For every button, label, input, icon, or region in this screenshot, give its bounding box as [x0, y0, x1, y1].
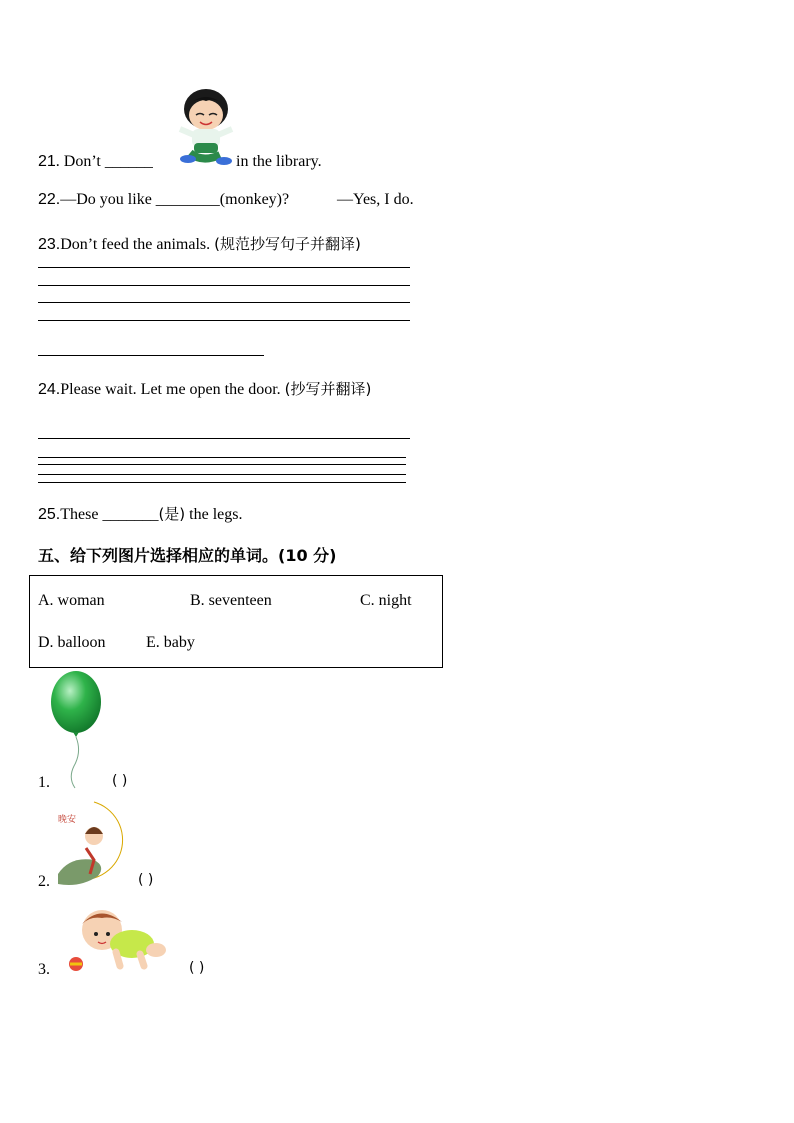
- q24-line: [38, 378, 371, 399]
- section5-title: 五、给下列图片选择相应的单词。(10 分): [38, 546, 337, 565]
- item-1-answer[interactable]: ( ): [112, 773, 128, 789]
- q23-number: 23.: [38, 236, 61, 253]
- baby-crawling-image: [60, 902, 172, 974]
- q23-writing-line-5[interactable]: [38, 355, 264, 356]
- balloon-image: [48, 670, 106, 790]
- q23-writing-line-2[interactable]: [38, 285, 410, 286]
- item-2-number: 2.: [38, 873, 50, 890]
- q23-instruction: (规范抄写句子并翻译): [214, 235, 361, 253]
- word-options-box: [29, 575, 443, 668]
- q23-writing-line-4[interactable]: [38, 320, 410, 321]
- q23-line: [38, 233, 361, 254]
- q25-number: 25.: [38, 506, 61, 523]
- q25-line: [38, 503, 243, 524]
- q25-blank[interactable]: _______: [102, 506, 159, 523]
- q22-hint: (monkey)?: [219, 191, 290, 208]
- q24-instruction: (抄写并翻译): [284, 380, 372, 398]
- q24-number: 24.: [38, 381, 61, 398]
- q22-blank[interactable]: ________: [155, 191, 220, 208]
- q22-number: 22.: [38, 191, 61, 208]
- item-1-number: 1.: [38, 774, 50, 791]
- q24-writing-line-3[interactable]: [38, 464, 406, 465]
- q24-writing-line-4[interactable]: [38, 474, 406, 475]
- q25-text: These: [60, 506, 103, 523]
- q23-writing-line-1[interactable]: [38, 267, 410, 268]
- q24-writing-line-1[interactable]: [38, 438, 410, 439]
- q24-writing-line-2[interactable]: [38, 457, 406, 458]
- moon-night-image: [50, 800, 132, 890]
- q23-text: Don’t feed the animals.: [60, 236, 215, 253]
- q22-line: [38, 191, 289, 209]
- q21-line: [38, 153, 153, 171]
- boy-jumping-image: [172, 85, 238, 171]
- q22-text: —Do you like: [60, 191, 156, 208]
- q21-text-before: . Don’t: [55, 153, 105, 170]
- q25-text-after: the legs.: [185, 506, 243, 523]
- q25-hint: (是): [158, 505, 186, 523]
- q24-text: Please wait. Let me open the door.: [60, 381, 285, 398]
- option-a: A. woman: [38, 592, 105, 609]
- q21-blank[interactable]: ______: [104, 153, 153, 170]
- option-e: E. baby: [146, 634, 195, 651]
- option-b: B. seventeen: [190, 592, 272, 609]
- q22-answer: —Yes, I do.: [337, 191, 414, 208]
- q21-number: 21: [38, 153, 56, 170]
- item-2-answer[interactable]: ( ): [138, 872, 154, 888]
- item-3-number: 3.: [38, 961, 50, 978]
- option-d: D. balloon: [38, 634, 106, 651]
- q24-writing-line-5[interactable]: [38, 482, 406, 483]
- q23-writing-line-3[interactable]: [38, 302, 410, 303]
- item-3-answer[interactable]: ( ): [189, 960, 205, 976]
- moon-text: 晚安: [58, 815, 77, 825]
- option-c: C. night: [360, 592, 412, 609]
- q21-text-after: in the library.: [236, 153, 322, 170]
